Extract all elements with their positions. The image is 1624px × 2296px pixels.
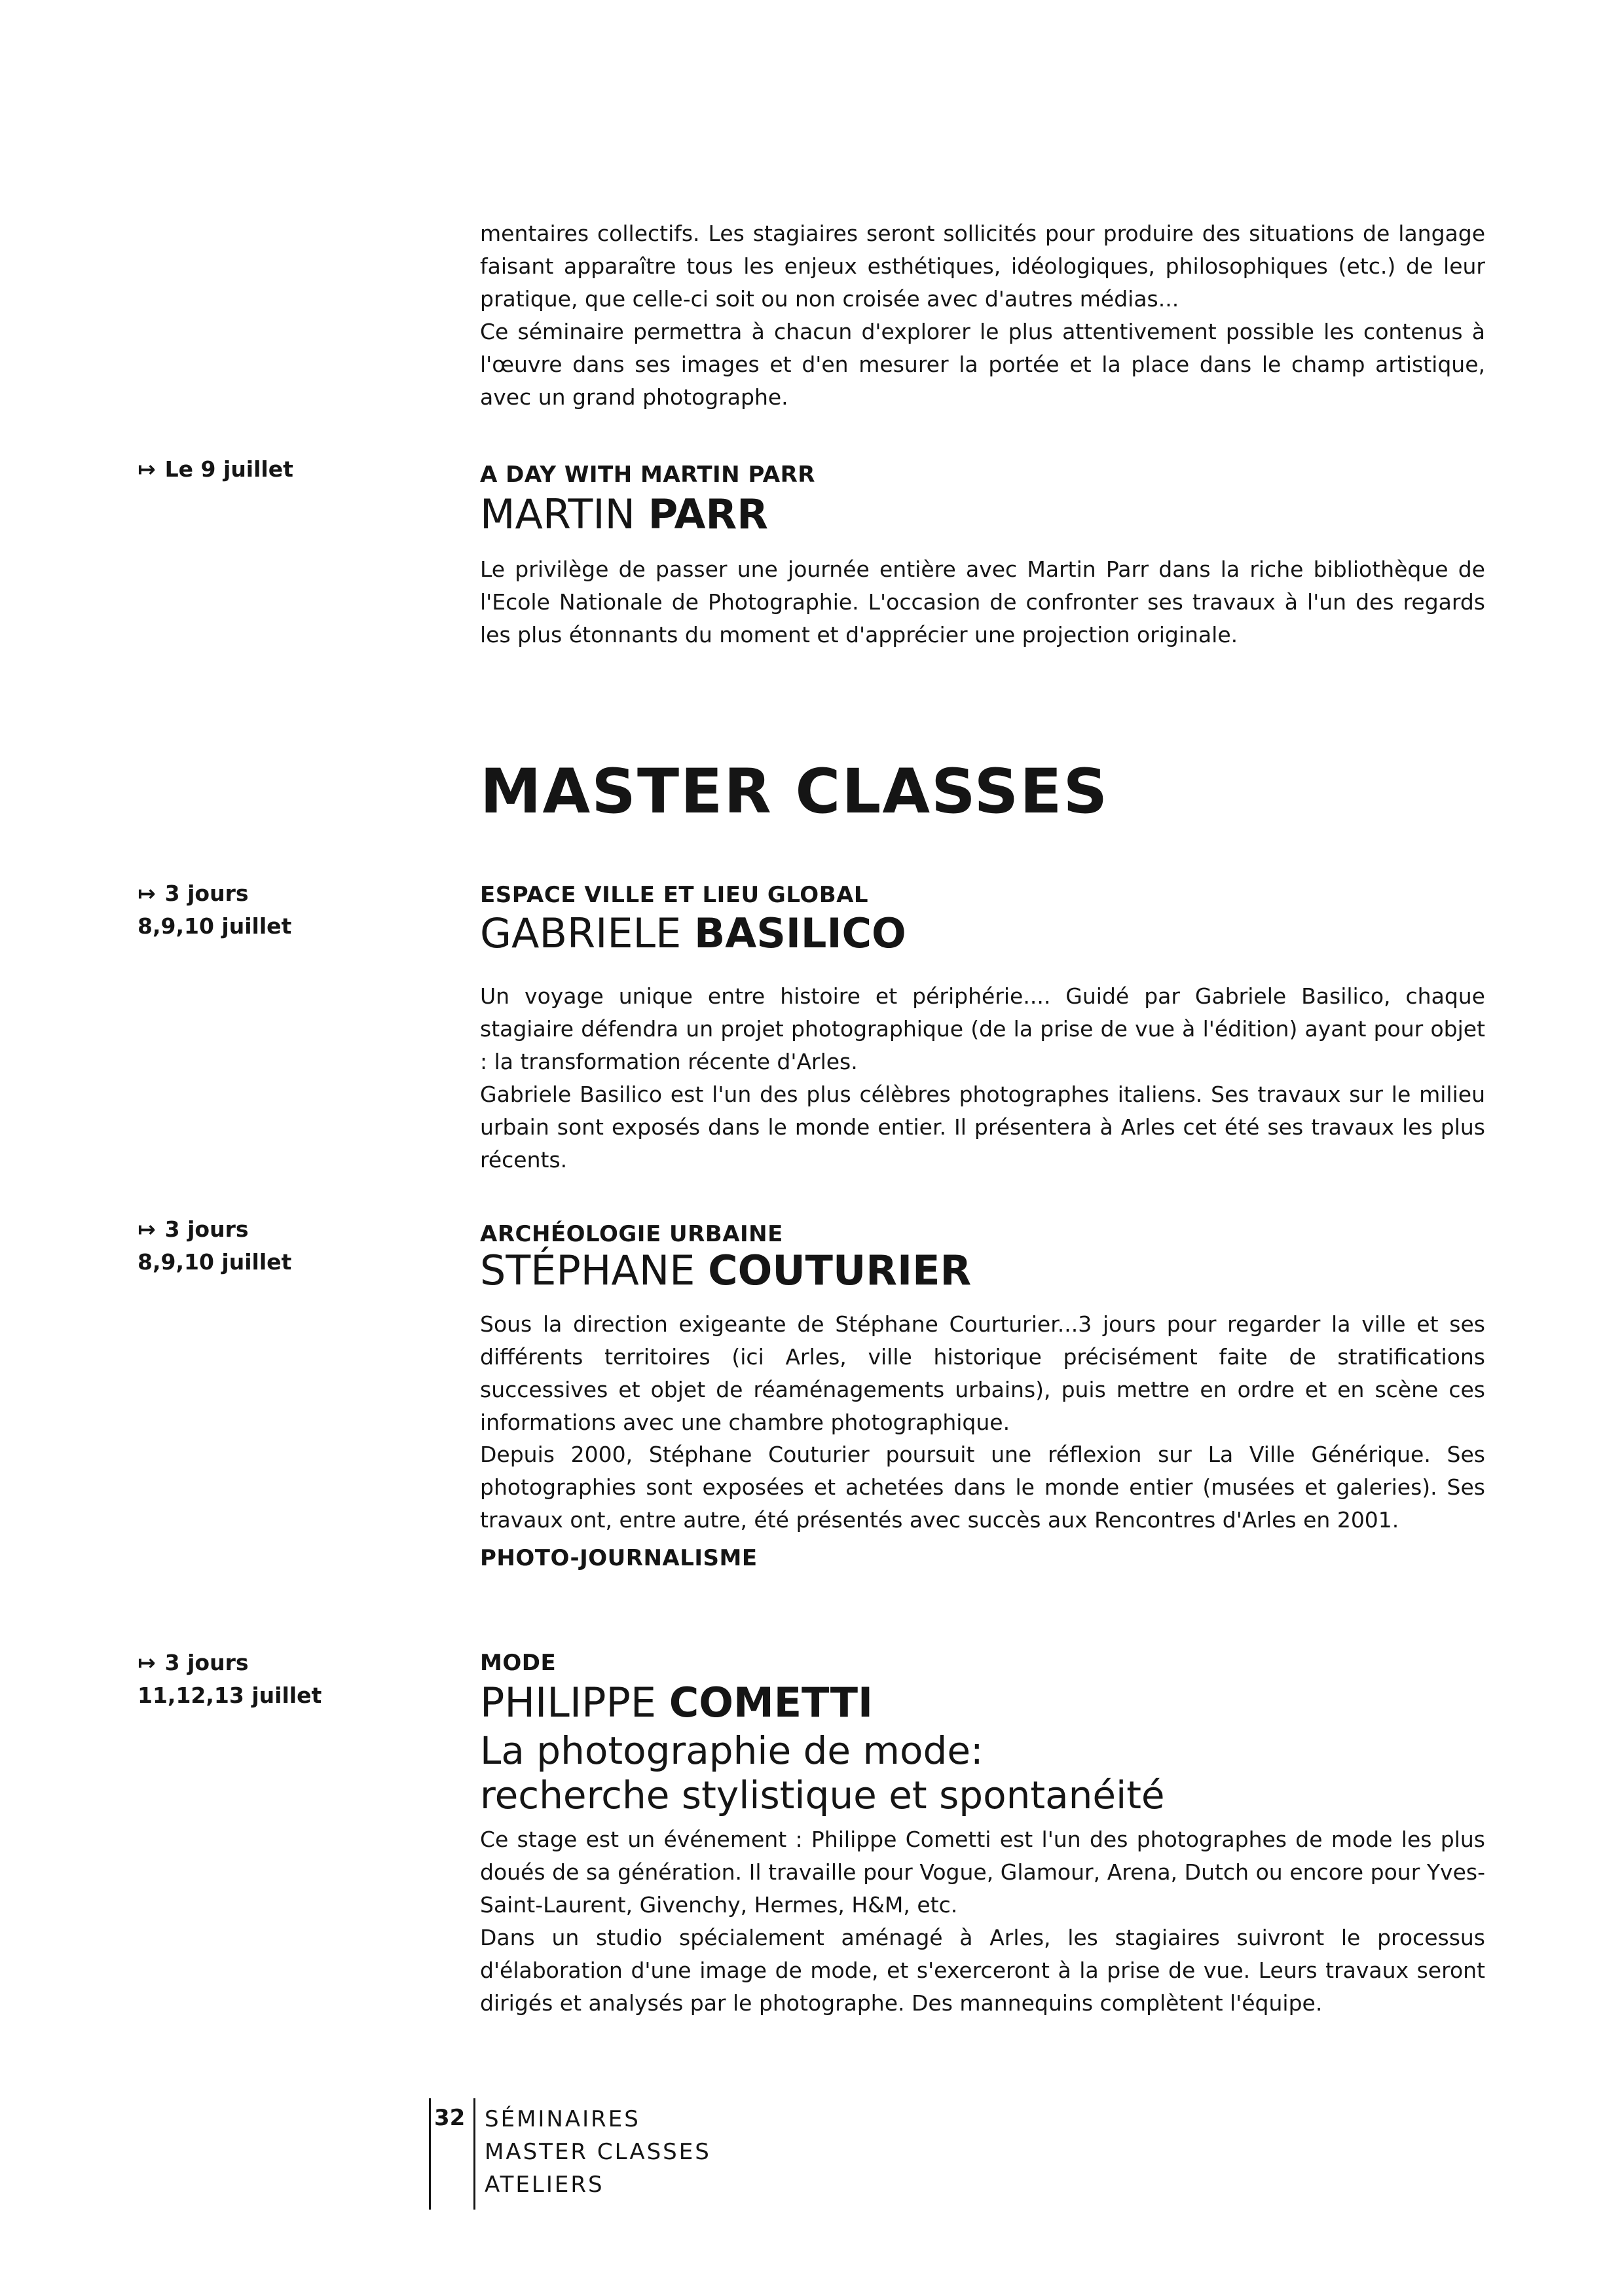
basilico-description-2: Gabriele Basilico est l'un des plus célèbres photographes italiens. Ses travaux sur le milieu urbain sont exposés dans le monde entier. Il présentera à Arles cet été ses travaux les plus récents. [480,1082,1485,1173]
footer-line-seminaires: SÉMINAIRES [485,2106,640,2132]
page-number: 32 [434,2105,466,2131]
couturier-duration: 3 jours [164,1216,249,1242]
cometti-last-name: COMETTI [669,1679,874,1726]
footer-rule-left [429,2098,431,2210]
parr-first-name: MARTIN [480,490,636,538]
basilico-last-name: BASILICO [693,909,906,957]
parr-kicker: A DAY WITH MARTIN PARR [480,462,815,488]
intro-paragraph-1: mentaires collectifs. Les stagiaires seront sollicités pour produire des situations de langage faisant apparaître tous les enjeux esthétiques, idéologiques, philosophiques (etc.) de leur pratique, que celle-ci soit ou non croisée avec d'autres médias... [480,221,1485,312]
cometti-kicker: MODE [480,1650,557,1676]
arrow-icon: ↦ [138,881,156,906]
parr-name [480,491,768,538]
couturier-kicker: ARCHÉOLOGIE URBAINE [480,1221,783,1247]
basilico-name [480,910,906,957]
section-title: MASTER CLASSES [480,756,1109,828]
couturier-name [480,1247,971,1294]
footer-line-master-classes: MASTER CLASSES [485,2139,711,2165]
cometti-dates: 11,12,13 juillet [138,1683,322,1708]
arrow-icon: ↦ [138,1650,156,1675]
couturier-description-2: Depuis 2000, Stéphane Couturier poursuit une réflexion sur La Ville Générique. Ses photographies sont exposées et achetées dans le monde entier (musées et galeries). Ses travaux ont, entre autre, été présentés avec succès aux Rencontres d'Arles en 2001. [480,1442,1485,1533]
cometti-description-2: Dans un studio spécialement aménagé à Arles, les stagiaires suivront le processus d'élaboration d'une image de mode, et s'exerceront à la prise de vue. Leurs travaux seront dirigés et analysés par le photographe. Des mannequins complètent l'équipe. [480,1925,1485,2016]
arrow-icon: ↦ [138,1216,156,1242]
cometti-subtitle-1: La photographie de mode: [480,1728,984,1773]
basilico-dates: 8,9,10 juillet [138,913,292,939]
parr-description: Le privilège de passer une journée entière avec Martin Parr dans la riche bibliothèque de l'Ecole Nationale de Photographie. L'occasion de confronter ses travaux à l'un des regards les plus étonnants du moment et d'apprécier une projection originale. [480,556,1485,647]
basilico-schedule [138,877,413,943]
cometti-first-name: PHILIPPE [480,1679,657,1726]
couturier-last-name: COUTURIER [708,1247,972,1294]
footer-section-list [485,2103,711,2201]
couturier-description-1: Sous la direction exigeante de Stéphane Courturier...3 jours pour regarder la ville et ses différents territoires (ici Arles, ville historique précisément faite de stratifications successives et objet de réaménagements urbains), puis mettre en ordre et en scène ces informations avec une chambre photographique. [480,1311,1485,1435]
footer-line-ateliers: ATELIERS [485,2172,604,2198]
cometti-description-1: Ce stage est un événement : Philippe Cometti est l'un des photographes de mode les plus doués de sa génération. Il travaille pour Vogue, Glamour, Arena, Dutch ou encore pour Yves-Saint-Laurent, Givenchy, Hermes, H&M, etc. [480,1827,1485,1918]
basilico-first-name: GABRIELE [480,909,682,957]
cometti-duration: 3 jours [164,1650,249,1675]
basilico-kicker: ESPACE VILLE ET LIEU GLOBAL [480,882,869,908]
cometti-subtitle-2: recherche stylistique et spontanéité [480,1773,1165,1817]
photojournalism-kicker: PHOTO-JOURNALISME [480,1545,758,1571]
basilico-description-1: Un voyage unique entre histoire et périphérie.... Guidé par Gabriele Basilico, chaque stagiaire défendra un projet photographique (de la prise de vue à l'édition) ayant pour objet : la transformation récente d'Arles. [480,983,1485,1074]
basilico-duration: 3 jours [164,881,249,906]
couturier-schedule [138,1213,413,1279]
couturier-first-name: STÉPHANE [480,1247,695,1294]
arrow-icon: ↦ [138,456,156,482]
cometti-name [480,1679,873,1726]
cometti-schedule [138,1647,413,1712]
parr-schedule [138,453,413,486]
parr-last-name: PARR [648,490,768,538]
parr-date: Le 9 juillet [164,456,293,482]
footer-rule-right [473,2098,475,2210]
couturier-dates: 8,9,10 juillet [138,1249,292,1275]
intro-paragraph-2: Ce séminaire permettra à chacun d'explorer le plus attentivement possible les contenus à l'œuvre dans ses images et d'en mesurer la portée et la place dans le champ artistique, avec un grand photographe. [480,319,1485,410]
